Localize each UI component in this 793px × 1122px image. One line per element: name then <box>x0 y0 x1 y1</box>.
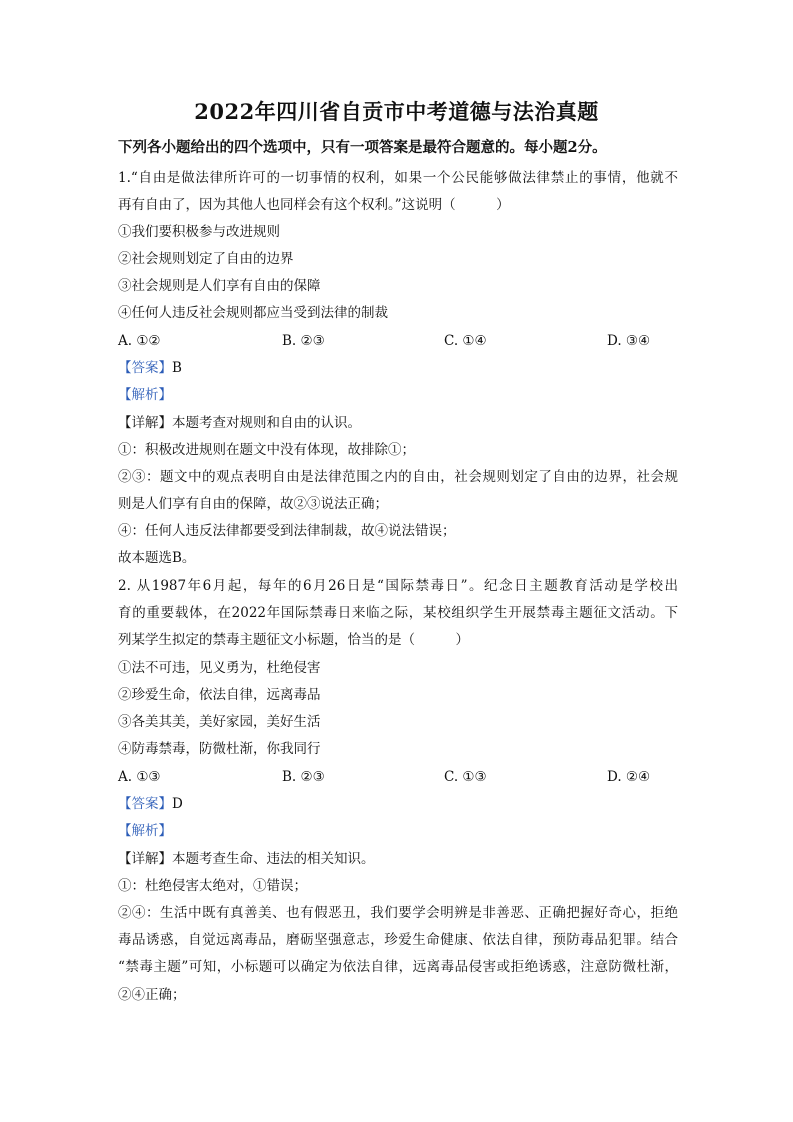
q1-answer <box>118 358 678 378</box>
q2-detail <box>118 849 678 869</box>
detail-text: 本题考查对规则和自由的认识。 <box>172 415 361 431</box>
q1-explanation-2-line2: 则是人们享有自由的保障，故②③说法正确； <box>118 496 388 512</box>
q1-detail <box>118 413 678 433</box>
q1-stem-line1: 1.“自由是做法律所许可的一切事情的权利，如果一个公民能够做法律禁止的事情，他就不 <box>118 170 678 186</box>
q2-option-b: B. ②③ <box>282 769 325 785</box>
answer-tag: 【答案】 <box>118 796 172 812</box>
q2-explanation-2-line4: ②④正确； <box>118 987 186 1003</box>
answer-value: D <box>172 796 183 812</box>
q1-item-4: ④任何人违反社会规则都应当受到法律的制裁 <box>118 305 388 321</box>
q1-explanation-1: ①：积极改进规则在题文中没有体现，故排除①； <box>118 442 415 458</box>
q2-stem-line2: 育的重要载体，在2022年国际禁毒日来临之际，某校组织学生开展禁毒主题征文活动。下 <box>118 605 678 621</box>
q1-option-b: B. ②③ <box>282 333 325 349</box>
q1-analysis <box>118 385 678 405</box>
q2-explanation-2-line1: ②④：生活中既有真善美、也有假恶丑，我们要学会明辨是非善恶、正确把握好奇心，拒绝 <box>118 905 678 921</box>
q1-explanation-3: ④：任何人违反法律都要受到法律制裁，故④说法错误； <box>118 523 456 539</box>
q1-explanation-2-line1: ②③：题文中的观点表明自由是法律范围之内的自由，社会规则划定了自由的边界，社会规 <box>118 469 678 485</box>
instruction-text: 下列各小题给出的四个选项中，只有一项答案是最符合题意的。每小题2分。 <box>118 139 607 156</box>
q2-item-2: ②珍爱生命，依法自律，远离毒品 <box>118 687 321 703</box>
q2-analysis <box>118 821 678 841</box>
analysis-tag: 【解析】 <box>118 823 172 839</box>
q1-option-d: D. ③④ <box>607 333 651 349</box>
q2-answer <box>118 794 678 814</box>
q1-option-c: C. ①④ <box>444 333 487 349</box>
q2-stem-line1: 2. 从1987年6月起，每年的6月26日是“国际禁毒日”。纪念日主题教育活动是学校出 <box>118 578 678 594</box>
answer-value: B <box>172 360 182 376</box>
q1-stem-line2: 再有自由了，因为其他人也同样会有这个权利。”这说明（ ） <box>118 197 510 213</box>
q1-item-2: ②社会规则划定了自由的边界 <box>118 251 294 267</box>
q2-explanation-2-line3: “禁毒主题”可知，小标题可以确定为依法自律，远离毒品侵害或拒绝诱惑，注意防微杜渐， <box>118 959 678 975</box>
q2-option-d: D. ②④ <box>607 769 651 785</box>
q1-item-3: ③社会规则是人们享有自由的保障 <box>118 278 321 294</box>
detail-tag: 【详解】 <box>118 415 172 431</box>
q2-explanation-1: ①：杜绝侵害太绝对，①错误； <box>118 878 307 894</box>
q1-option-a: A. ①② <box>118 333 161 349</box>
q2-item-3: ③各美其美，美好家园，美好生活 <box>118 714 321 730</box>
q1-item-1: ①我们要积极参与改进规则 <box>118 224 280 240</box>
q2-stem-line3: 列某学生拟定的禁毒主题征文小标题，恰当的是（ ） <box>118 632 469 648</box>
q2-explanation-2-line2: 毒品诱惑，自觉远离毒品，磨砺坚强意志，珍爱生命健康、依法自律，预防毒品犯罪。结合 <box>118 932 678 948</box>
q2-item-4: ④防毒禁毒，防微杜渐，你我同行 <box>118 741 321 757</box>
q1-conclusion: 故本题选B。 <box>118 550 196 566</box>
detail-tag: 【详解】 <box>118 851 172 867</box>
detail-text: 本题考查生命、违法的相关知识。 <box>172 851 375 867</box>
answer-tag: 【答案】 <box>118 360 172 376</box>
q2-option-a: A. ①③ <box>118 769 161 785</box>
analysis-tag: 【解析】 <box>118 387 172 403</box>
q2-item-1: ①法不可违，见义勇为，杜绝侵害 <box>118 660 321 676</box>
page-title: 2022年四川省自贡市中考道德与法治真题 <box>194 99 599 124</box>
q2-option-c: C. ①③ <box>444 769 487 785</box>
